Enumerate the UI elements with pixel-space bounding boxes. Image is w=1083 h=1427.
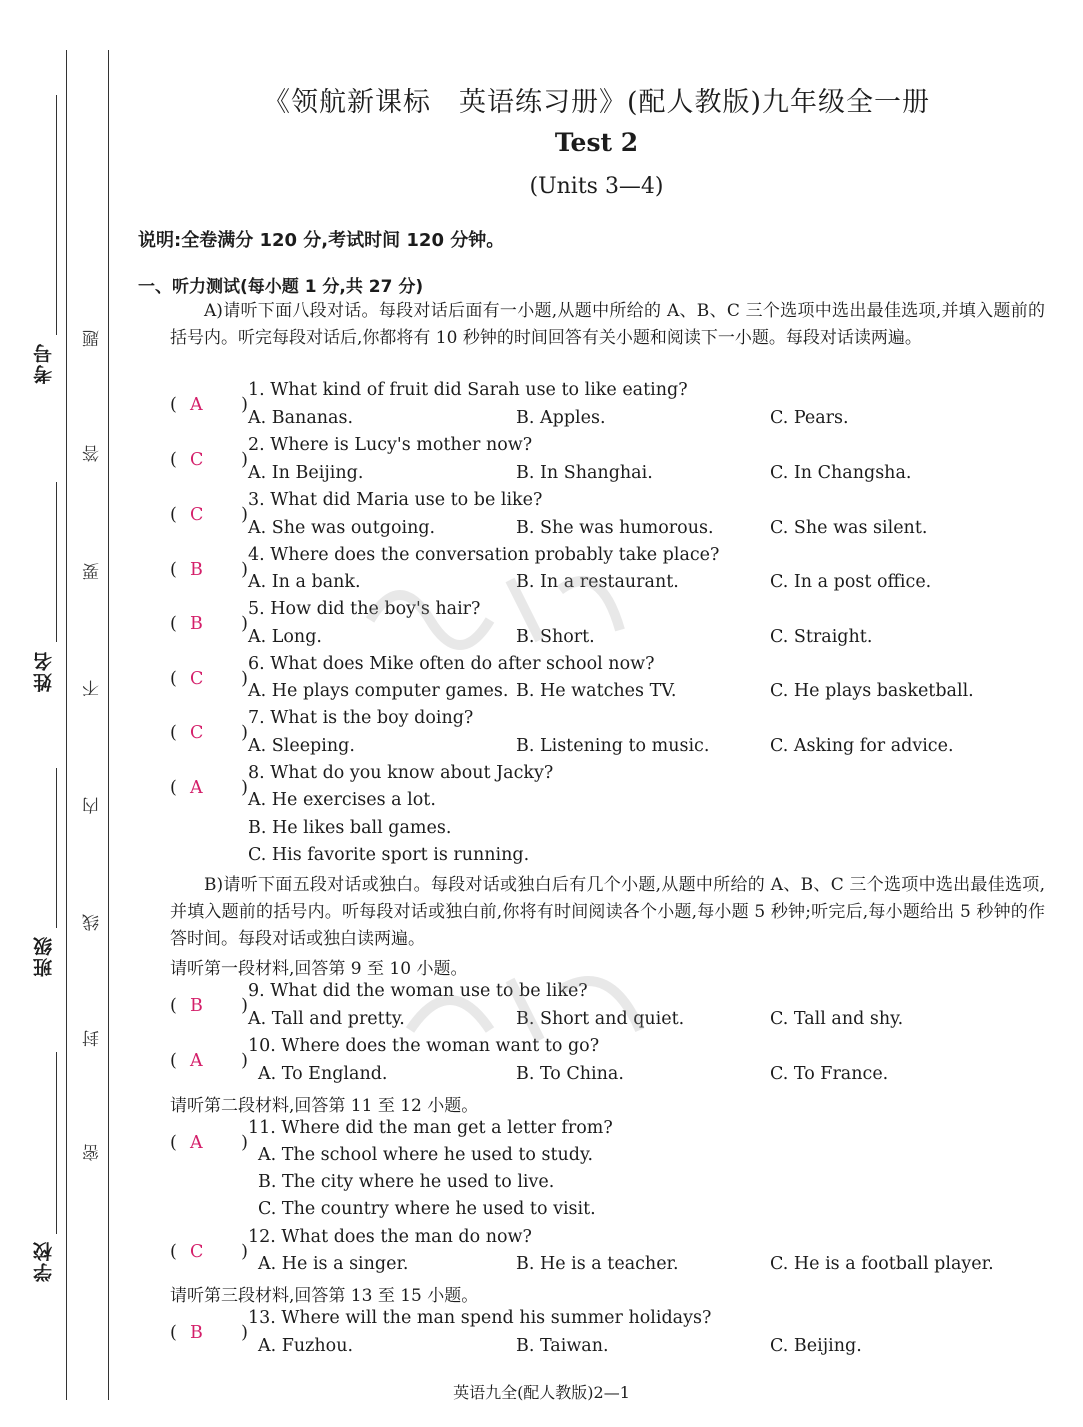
question-num-12: 12. xyxy=(248,1227,276,1247)
option-13c: C. Beijing. xyxy=(770,1336,862,1356)
option-7c: C. Asking for advice. xyxy=(770,736,954,756)
option-9b: B. Short and quiet. xyxy=(516,1009,685,1029)
option-5c: C. Straight. xyxy=(770,627,873,647)
question-num-8: 8. xyxy=(248,763,265,783)
question-2: ( C ) 2. Where is Lucy's mother now? xyxy=(170,435,533,470)
option-3a: A. She was outgoing. xyxy=(248,518,436,538)
question-num-4: 4. xyxy=(248,545,265,565)
option-8a: A. He exercises a lot. xyxy=(248,790,436,810)
answer-10: A xyxy=(190,1051,203,1071)
option-4b: B. In a restaurant. xyxy=(516,572,679,592)
answer-4: B xyxy=(190,560,203,580)
option-13a: A. Fuzhou. xyxy=(258,1336,354,1356)
seal-char-bu: 不 xyxy=(83,680,103,697)
answer-8: A xyxy=(190,778,203,798)
seal-char-nei: 内 xyxy=(83,797,103,814)
option-12c: C. He is a football player. xyxy=(770,1254,994,1274)
material-1-heading: 请听第一段材料,回答第 9 至 10 小题。 xyxy=(170,959,468,979)
option-2a: A. In Beijing. xyxy=(248,463,364,483)
field-line-school[interactable] xyxy=(56,1052,57,1234)
field-label-exam-number: 考号 xyxy=(33,342,55,384)
book-title: 《领航新课标 英语练习册》(配人教版)九年级全一册 xyxy=(262,87,931,118)
material-3-heading: 请听第三段材料,回答第 13 至 15 小题。 xyxy=(170,1286,479,1306)
part-a-instruction-text: A)请听下面八段对话。每段对话后面有一小题,从题中所给的 A、B、C 三个选项中选出最佳选项,并填入题前的括号内。听完每段对话后,你都将有 10 秒钟的时间回答有关小题和阅读下一小题。每段对话读两遍。 xyxy=(170,301,1045,348)
option-8c: C. His favorite sport is running. xyxy=(248,845,530,865)
answer-3: C xyxy=(190,505,204,525)
question-text-3: What did Maria use to be like? xyxy=(270,490,543,510)
option-5a: A. Long. xyxy=(248,627,322,647)
units-subtitle: (Units 3—4) xyxy=(529,174,664,199)
section-title-listening: 一、听力测试(每小题 1 分,共 27 分) xyxy=(138,277,424,297)
answer-1: A xyxy=(190,395,203,415)
option-6c: C. He plays basketball. xyxy=(770,681,974,701)
option-1b: B. Apples. xyxy=(516,408,606,428)
option-10c: C. To France. xyxy=(770,1064,889,1084)
option-1c: C. Pears. xyxy=(770,408,849,428)
part-b-instruction-text: B)请听下面五段对话或独白。每段对话或独白后有几个小题,从题中所给的 A、B、C 三个选项中选出最佳选项,并填入题前的括号内。听每段对话或独白前,你将有时间阅读各个小题,每小题 5 秒钟;听完后,每小题给出 5 秒钟的作答时间。每段对话或独白读两遍。 xyxy=(170,875,1045,949)
question-7: ( C ) 7. What is the boy doing? xyxy=(170,708,474,743)
seal-char-mi: 密 xyxy=(83,1144,103,1161)
question-text-8: What do you know about Jacky? xyxy=(270,763,554,783)
question-num-7: 7. xyxy=(248,708,265,728)
question-13: ( B ) 13. Where will the man spend his summer holidays? xyxy=(170,1308,712,1343)
answer-13: B xyxy=(190,1323,203,1343)
question-text-5: How did the boy's hair? xyxy=(270,599,481,619)
question-3: ( C ) 3. What did Maria use to be like? xyxy=(170,490,543,525)
question-num-9: 9. xyxy=(248,981,265,1001)
question-6: ( C ) 6. What does Mike often do after school now? xyxy=(170,654,655,689)
answer-12: C xyxy=(190,1242,204,1262)
field-line-name[interactable] xyxy=(56,482,57,642)
option-12a: A. He is a singer. xyxy=(258,1254,409,1274)
option-3b: B. She was humorous. xyxy=(516,518,714,538)
option-7b: B. Listening to music. xyxy=(516,736,710,756)
part-a-instruction xyxy=(170,298,1045,352)
question-num-13: 13. xyxy=(248,1308,276,1328)
answer-6: C xyxy=(190,669,204,689)
question-text-1: What kind of fruit did Sarah use to like eating? xyxy=(270,380,688,400)
seal-char-da: 答 xyxy=(83,445,103,462)
answer-7: C xyxy=(190,723,204,743)
option-6a: A. He plays computer games. xyxy=(248,681,509,701)
option-4c: C. In a post office. xyxy=(770,572,932,592)
field-label-name: 姓名 xyxy=(33,650,55,692)
option-11c: C. The country where he used to visit. xyxy=(258,1199,596,1219)
question-text-2: Where is Lucy's mother now? xyxy=(270,435,533,455)
question-1: ( A ) 1. What kind of fruit did Sarah use to like eating? xyxy=(170,380,688,415)
option-8b: B. He likes ball games. xyxy=(248,818,452,838)
option-9a: A. Tall and pretty. xyxy=(248,1009,405,1029)
question-12: ( C ) 12. What does the man do now? xyxy=(170,1227,532,1262)
answer-9: B xyxy=(190,996,203,1016)
question-text-9: What did the woman use to be like? xyxy=(270,981,588,1001)
question-9: ( B ) 9. What did the woman use to be like? xyxy=(170,981,588,1016)
question-text-7: What is the boy doing? xyxy=(270,708,474,728)
question-num-2: 2. xyxy=(248,435,265,455)
option-10b: B. To China. xyxy=(516,1064,624,1084)
test-title: Test 2 xyxy=(554,128,639,157)
option-1a: A. Bananas. xyxy=(248,408,354,428)
question-num-6: 6. xyxy=(248,654,265,674)
field-line-class[interactable] xyxy=(56,768,57,928)
option-13b: B. Taiwan. xyxy=(516,1336,609,1356)
field-line-exam-number[interactable] xyxy=(56,95,57,335)
material-2-heading: 请听第二段材料,回答第 11 至 12 小题。 xyxy=(170,1096,479,1116)
question-text-13: Where will the man spend his summer holidays? xyxy=(281,1308,712,1328)
binding-line-inner xyxy=(108,50,109,1400)
question-4: ( B ) 4. Where does the conversation probably take place? xyxy=(170,545,720,580)
field-label-school: 学校 xyxy=(33,1240,55,1282)
question-text-11: Where did the man get a letter from? xyxy=(281,1118,613,1138)
field-label-class: 班级 xyxy=(33,935,55,977)
option-7a: A. Sleeping. xyxy=(248,736,355,756)
option-11b: B. The city where he used to live. xyxy=(258,1172,555,1192)
answer-11: A xyxy=(190,1133,203,1153)
option-5b: B. Short. xyxy=(516,627,595,647)
seal-char-yao: 要 xyxy=(83,563,103,580)
answer-2: C xyxy=(190,450,204,470)
option-12b: B. He is a teacher. xyxy=(516,1254,679,1274)
option-3c: C. She was silent. xyxy=(770,518,928,538)
page-footer: 英语九全(配人教版)2—1 xyxy=(453,1383,630,1402)
question-num-3: 3. xyxy=(248,490,265,510)
question-num-11: 11. xyxy=(248,1118,276,1138)
question-text-10: Where does the woman want to go? xyxy=(281,1036,600,1056)
option-11a: A. The school where he used to study. xyxy=(258,1145,594,1165)
seal-char-ti: 题 xyxy=(83,330,103,347)
question-10: ( A ) 10. Where does the woman want to go? xyxy=(170,1036,600,1071)
answer-5: B xyxy=(190,614,203,634)
binding-line-outer xyxy=(66,50,67,1400)
option-2c: C. In Changsha. xyxy=(770,463,912,483)
option-2b: B. In Shanghai. xyxy=(516,463,653,483)
option-9c: C. Tall and shy. xyxy=(770,1009,904,1029)
question-num-5: 5. xyxy=(248,599,265,619)
question-text-6: What does Mike often do after school now? xyxy=(270,654,655,674)
question-text-4: Where does the conversation probably take place? xyxy=(270,545,720,565)
question-5: ( B ) 5. How did the boy's hair? xyxy=(170,599,481,634)
question-num-10: 10. xyxy=(248,1036,276,1056)
question-8: ( A ) 8. What do you know about Jacky? xyxy=(170,763,554,798)
seal-char-feng: 封 xyxy=(83,1030,103,1047)
option-10a: A. To England. xyxy=(258,1064,388,1084)
exam-note: 说明:全卷满分 120 分,考试时间 120 分钟。 xyxy=(138,230,505,251)
question-text-12: What does the man do now? xyxy=(281,1227,532,1247)
option-4a: A. In a bank. xyxy=(248,572,361,592)
part-b-instruction xyxy=(170,872,1045,953)
seal-char-xian: 线 xyxy=(83,914,103,931)
question-num-1: 1. xyxy=(248,380,265,400)
option-6b: B. He watches TV. xyxy=(516,681,677,701)
question-11: ( A ) 11. Where did the man get a letter from? xyxy=(170,1118,613,1153)
